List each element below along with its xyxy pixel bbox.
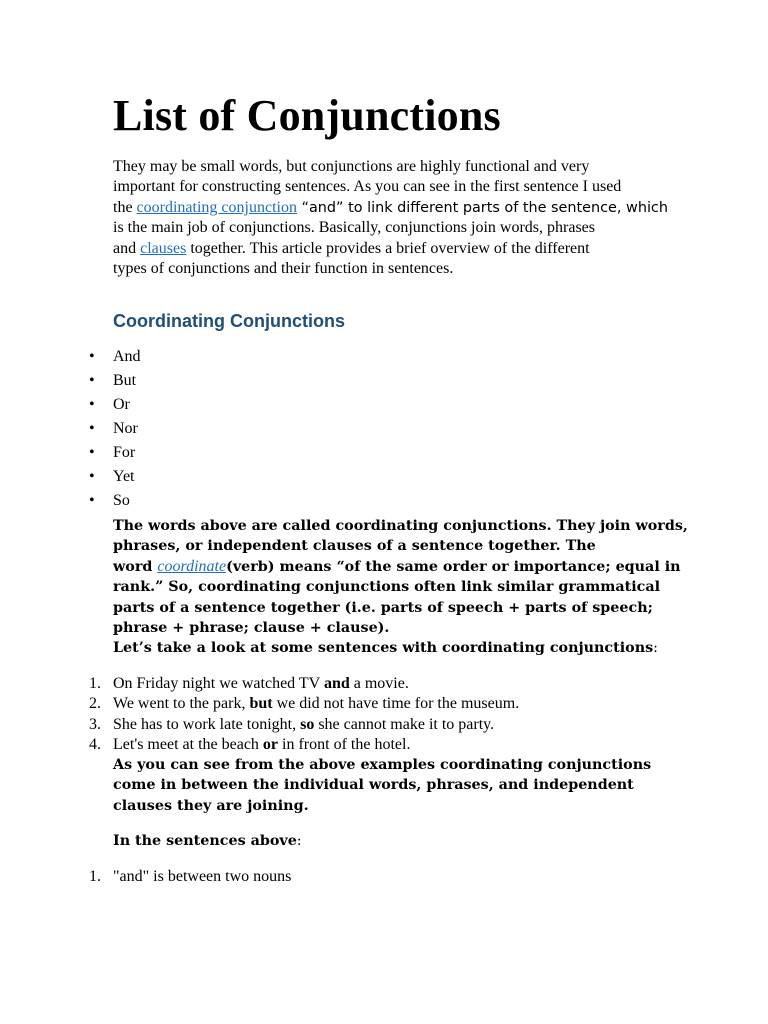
example-sentence xyxy=(113,674,409,694)
explanation-line: rank.” So, coordinating conjunctions often link similar grammatical xyxy=(113,579,661,596)
explanation-line: The words above are called coordinating conjunctions. They join words, xyxy=(113,518,688,534)
intro-line xyxy=(113,198,673,218)
coordinating-conjunction-link[interactable]: coordinating conjunction xyxy=(136,198,297,216)
explanation-line: parts of a sentence together (i.e. parts of speech + parts of speech; xyxy=(113,599,653,616)
example-sentence xyxy=(113,735,410,755)
bullet-icon: • xyxy=(89,468,95,485)
bullet-icon: • xyxy=(89,348,95,365)
intro-text: “and” to link different parts of the sentence, which xyxy=(296,199,668,216)
coordinate-link[interactable]: coordinate xyxy=(157,557,227,575)
analysis-text: "and" is between two nouns xyxy=(113,868,292,885)
summary-line: clauses they are joining. xyxy=(113,797,309,814)
bullet-icon: • xyxy=(89,396,95,413)
page-title: List of Conjunctions xyxy=(113,91,501,140)
explanation-text: word xyxy=(113,558,158,575)
intro-text: together. This article provides a brief overview of the different xyxy=(186,239,590,257)
example-text: a movie. xyxy=(349,675,409,692)
list-number: 4. xyxy=(89,735,101,753)
summary-line: come in between the individual words, phrases, and independent xyxy=(113,777,634,794)
example-text: in front of the hotel. xyxy=(278,735,411,753)
intro-paragraph xyxy=(113,157,673,279)
conjunction-label: So xyxy=(113,492,130,509)
summary-paragraph xyxy=(113,755,673,816)
sentences-above-text: In the sentences above xyxy=(113,833,297,849)
intro-line: types of conjunctions and their function in sentences. xyxy=(113,260,454,278)
summary-line: As you can see from the above examples coordinating conjunctions xyxy=(113,757,652,773)
example-text: We went to the park, xyxy=(113,695,250,713)
bullet-icon: • xyxy=(89,492,95,509)
clauses-link[interactable]: clauses xyxy=(140,239,187,257)
conjunction-highlight: but xyxy=(249,695,273,713)
explanation-line: phrases, or independent clauses of a sentence together. The xyxy=(113,538,596,555)
list-number: 3. xyxy=(89,715,101,733)
intro-text: the xyxy=(113,198,137,216)
explanation-text: (verb) means “of the same order or importance; equal in xyxy=(226,558,681,575)
intro-line: is the main job of conjunctions. Basically, conjunctions join words, phrases xyxy=(113,219,595,237)
list-number: 2. xyxy=(89,695,101,713)
sentences-above-line xyxy=(113,831,673,851)
example-sentence xyxy=(113,694,519,714)
conjunction-highlight: so xyxy=(300,715,315,733)
conjunction-label: Yet xyxy=(113,468,135,485)
intro-text: and xyxy=(113,239,141,257)
list-number: 1. xyxy=(89,675,101,692)
explanation-colon: : xyxy=(653,640,658,657)
conjunction-label: And xyxy=(113,348,141,365)
example-text: On Friday night we watched TV xyxy=(113,675,324,692)
explanation-line xyxy=(113,557,681,577)
example-text: Let's meet at the beach xyxy=(113,735,263,753)
bullet-icon: • xyxy=(89,420,95,437)
conjunction-highlight: or xyxy=(262,735,279,753)
example-text: we did not have time for the museum. xyxy=(272,695,520,713)
intro-line: They may be small words, but conjunctions are highly functional and very xyxy=(113,158,590,175)
explanation-line: phrase + phrase; clause + clause). xyxy=(113,620,390,637)
bullet-icon: • xyxy=(89,444,95,461)
explanation-paragraph xyxy=(113,516,688,659)
explanation-line xyxy=(113,638,673,658)
conjunction-label: Or xyxy=(113,396,130,413)
intro-line: important for constructing sentences. As you can see in the first sentence I used xyxy=(113,178,622,196)
bullet-icon: • xyxy=(89,372,95,389)
example-text: she cannot make it to party. xyxy=(314,715,495,733)
example-text: She has to work late tonight, xyxy=(113,715,301,733)
list-number: 1. xyxy=(89,868,101,885)
explanation-text: Let’s take a look at some sentences with coordinating conjunctions xyxy=(113,640,654,657)
sentences-above-label xyxy=(113,831,673,851)
conjunction-highlight: and xyxy=(323,675,350,692)
example-sentence xyxy=(113,715,494,735)
conjunction-label: For xyxy=(113,444,136,461)
conjunction-label: But xyxy=(113,372,137,389)
sentences-above-colon: : xyxy=(296,833,302,849)
section-heading: Coordinating Conjunctions xyxy=(113,311,345,331)
intro-line xyxy=(113,239,673,259)
conjunction-label: Nor xyxy=(113,420,138,437)
